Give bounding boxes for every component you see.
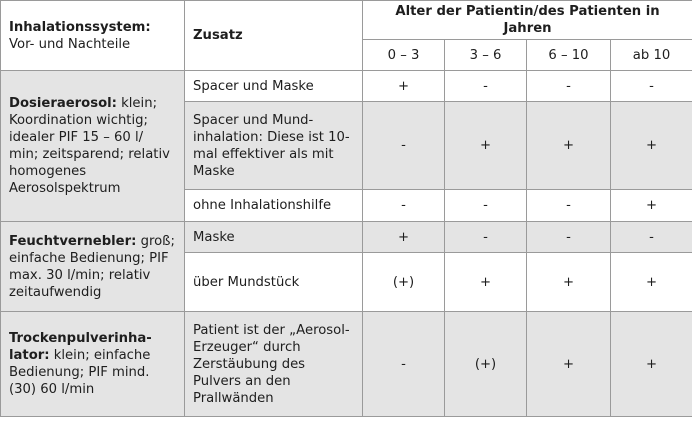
mark-cell: + xyxy=(527,102,611,190)
mark-cell: + xyxy=(611,312,692,417)
mark-cell: - xyxy=(445,71,527,102)
system-cell-dosieraerosol xyxy=(1,71,185,222)
table-row xyxy=(1,222,692,253)
mark-cell: - xyxy=(363,312,445,417)
mark-cell: + xyxy=(445,253,527,312)
header-system-cell xyxy=(1,1,185,71)
header-age-3-6: 3 – 6 xyxy=(445,40,527,71)
header-system-title: Inhalationssystem: xyxy=(9,19,151,35)
header-age-group: Alter der Patientin/des Patienten in Jahren xyxy=(363,1,692,40)
header-age-ab-10: ab 10 xyxy=(611,40,692,71)
mark-cell: - xyxy=(445,222,527,253)
zusatz-cell: Patient ist der „Aerosol-Erzeuger“ durch Zerstäubung des Pulvers an den Prallwänden xyxy=(185,312,363,417)
mark-cell: + xyxy=(363,71,445,102)
mark-cell: (+) xyxy=(445,312,527,417)
mark-cell: + xyxy=(445,102,527,190)
zusatz-cell: Spacer und Maske xyxy=(185,71,363,102)
mark-cell: - xyxy=(611,71,692,102)
system-cell-trockenpulverinhalator xyxy=(1,312,185,417)
zusatz-cell: Spacer und Mundinhalation: Diese ist 10-mal effektiver als mit Maske xyxy=(185,102,363,190)
mark-cell: (+) xyxy=(363,253,445,312)
system-description: klein; einfache Bedienung; PIF mind. (30) 60 l/min xyxy=(9,348,151,397)
header-zusatz: Zusatz xyxy=(185,1,363,71)
system-name: Dosieraerosol: xyxy=(9,96,117,111)
mark-cell: - xyxy=(527,222,611,253)
header-age-6-10: 6 – 10 xyxy=(527,40,611,71)
mark-cell: + xyxy=(527,253,611,312)
mark-cell: + xyxy=(527,312,611,417)
zusatz-cell: Maske xyxy=(185,222,363,253)
mark-cell: - xyxy=(363,190,445,222)
mark-cell: - xyxy=(363,102,445,190)
header-system-subtitle: Vor- und Nachteile xyxy=(9,36,131,52)
system-description: klein; Koordination wichtig; idealer PIF 15 – 60 l/ min; zeitsparend; relativ homogenes Aerosolspektrum xyxy=(9,96,170,196)
mark-cell: + xyxy=(611,102,692,190)
zusatz-cell: ohne Inhalationshilfe xyxy=(185,190,363,222)
system-cell-feuchtvernebler xyxy=(1,222,185,312)
mark-cell: - xyxy=(527,190,611,222)
table-row xyxy=(1,71,692,102)
mark-cell: + xyxy=(611,253,692,312)
system-description: groß; einfache Bedienung; PIF max. 30 l/min; relativ zeitaufwendig xyxy=(9,233,175,300)
system-name: Feuchtvernebler: xyxy=(9,233,137,249)
mark-cell: - xyxy=(445,190,527,222)
mark-cell: + xyxy=(611,190,692,222)
zusatz-cell: über Mundstück xyxy=(185,253,363,312)
mark-cell: - xyxy=(527,71,611,102)
mark-cell: + xyxy=(363,222,445,253)
mark-cell: - xyxy=(611,222,692,253)
system-name: Trockenpulverinhalator: xyxy=(9,331,152,363)
header-age-0-3: 0 – 3 xyxy=(363,40,445,71)
table-row xyxy=(1,312,692,417)
